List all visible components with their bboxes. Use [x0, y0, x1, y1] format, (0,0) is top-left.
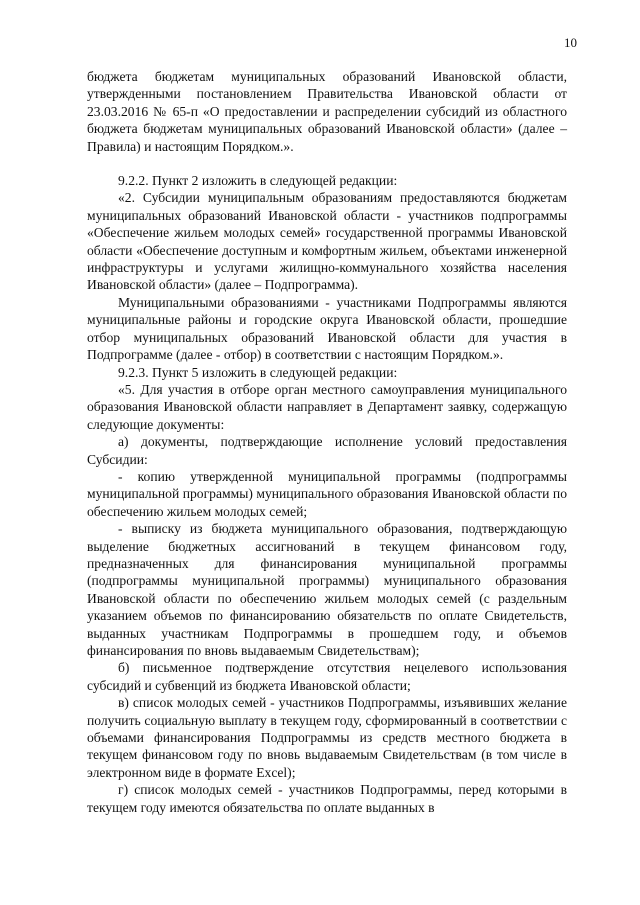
paragraph-9-2-3: 9.2.3. Пункт 5 изложить в следующей редакции: — [118, 364, 398, 380]
paragraph-program-copy: - копию утвержденной муниципальной программы (подпрограммы муниципальной программы) муниципального образования Ивановской области по обеспечению жильем молодых семей; — [87, 468, 567, 519]
paragraph-item-v: в) список молодых семей - участников Подпрограммы, изъявивших желание получить социальную выплату в текущем году, сформированный в соответствии с объемами финансирования Подпрограммы из средств местного бюджета в текущем финансовом году по вновь выдаваемым Свидетельствам (в том числе в электронном виде в формате Excel); — [87, 695, 567, 780]
paragraph-participants: Муниципальными образованиями - участниками Подпрограммы являются муниципальные районы и городские округа Ивановской области, прошедшие отбор муниципальных образований Ивановской области для участия в Подпрограмме (далее - отбор) в соответствии с настоящим Порядком.». — [87, 294, 567, 363]
paragraph-item-a: а) документы, подтверждающие исполнение условий предоставления Субсидии: — [87, 434, 567, 467]
paragraph-item-g: г) список молодых семей - участников Подпрограммы, перед которыми в текущем году имеются обязательства по оплате выданных в — [87, 782, 567, 815]
page-number: 10 — [564, 35, 577, 50]
paragraph-clause-5: «5. Для участия в отборе орган местного самоуправления муниципального образования Ивановской области направляет в Департамент заявку, содержащую следующие документы: — [87, 381, 567, 432]
paragraph-9-2-2: 9.2.2. Пункт 2 изложить в следующей редакции: — [118, 173, 398, 189]
document-body — [87, 68, 567, 816]
paragraph-clause-2: «2. Субсидии муниципальным образованиям предоставляются бюджетам муниципальных образований Ивановской области - участников подпрограммы «Обеспечение жильем молодых семей» государственной программы Ивановской области «Обеспечение доступным и комфортным жильем, объектами инженерной инфраструктуры и услугами жилищно-коммунального хозяйства населения Ивановской области» (далее – Подпрограмма). — [87, 190, 567, 293]
paragraph-intro: бюджета бюджетам муниципальных образований Ивановской области, утвержденными постановлением Правительства Ивановской области от 23.03.2016 № 65-п «О предоставлении и распределении субсидий из областного бюджета бюджетам муниципальных образований Ивановской области» (далее – Правила) и настоящим Порядком.». — [87, 69, 567, 154]
paragraph-budget-extract: - выписку из бюджета муниципального образования, подтверждающую выделение бюджетных ассигнований в текущем финансовом году, предназначенных для финансирования муниципальной программы (подпрограммы муниципальной программы) муниципального образования Ивановской области по обеспечению жильем молодых семей (с раздельным указанием объемов по финансированию обязательств по оплате Свидетельств, выданных участникам Подпрограммы в прошедшем году, и объемов финансирования по вновь выдаваемым Свидетельствам); — [87, 521, 567, 658]
paragraph-item-b: б) письменное подтверждение отсутствия нецелевого использования субсидий и субвенций из бюджета Ивановской области; — [87, 660, 567, 693]
